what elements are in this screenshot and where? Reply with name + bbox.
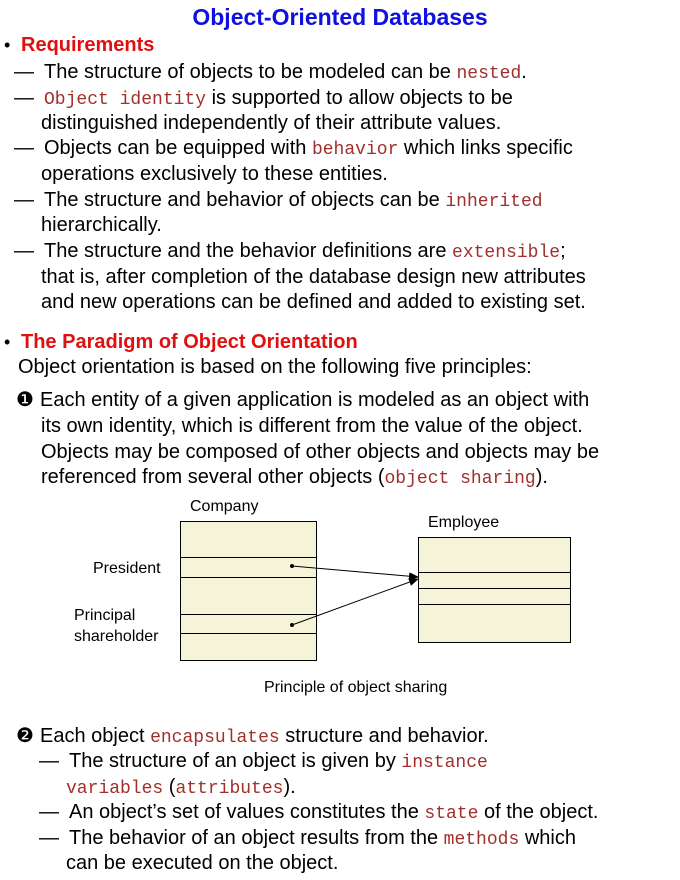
principle-2-continuation [66, 775, 296, 801]
term-inherited: inherited [445, 192, 543, 212]
term-nested: nested [456, 64, 522, 84]
text: ). [283, 776, 296, 798]
principle-2-item [39, 800, 598, 826]
company-label: Company [190, 498, 259, 515]
president-label: President [93, 560, 161, 577]
text: The structure of objects to be modeled can be [44, 61, 457, 83]
page-title: Object-Oriented Databases [192, 4, 488, 30]
principle-1-continuation: its own identity, which is different from the value of the object. [41, 415, 583, 437]
requirements-heading: Requirements [21, 34, 155, 56]
diagram-caption: Principle of object sharing [264, 679, 448, 696]
text: ( [163, 776, 176, 798]
term-behavior: behavior [311, 140, 399, 160]
text: Objects can be equipped with [44, 137, 312, 159]
term-methods: methods [443, 830, 520, 850]
text: . [521, 61, 527, 83]
text: which [519, 827, 576, 849]
text: Each object [40, 725, 151, 747]
dash: — [14, 87, 34, 109]
president-reference-arrow [292, 566, 418, 577]
principle-1-continuation: Objects may be composed of other objects and objects may be [41, 441, 600, 463]
shareholder-label: shareholder [74, 628, 159, 645]
term-attributes: attributes [175, 779, 284, 799]
requirement-continuation: operations exclusively to these entities. [41, 163, 388, 185]
text: The behavior of an object results from the [69, 827, 444, 849]
number-two-icon: ❷ [16, 725, 34, 747]
paradigm-intro: Object orientation is based on the following five principles: [18, 356, 532, 378]
text: is supported to allow objects to be [206, 87, 513, 109]
text: An object’s set of values constitutes the [69, 801, 425, 823]
text: of the object. [478, 801, 599, 823]
principle-2-continuation: can be executed on the object. [66, 852, 339, 874]
text: The structure of an object is given by [69, 750, 402, 772]
term-encapsulates: encapsulates [150, 728, 280, 748]
requirement-continuation: distinguished independently of their attribute values. [41, 112, 502, 134]
bullet: • [4, 35, 11, 55]
term-extensible: extensible [452, 243, 561, 263]
text: referenced from several other objects ( [41, 466, 385, 488]
dash: — [14, 137, 34, 159]
term-state: state [424, 804, 479, 824]
dash: — [14, 240, 34, 262]
dash: — [39, 750, 59, 772]
employee-label: Employee [428, 514, 500, 531]
paradigm-heading: The Paradigm of Object Orientation [21, 331, 358, 353]
term-instance: instance [401, 753, 488, 773]
requirement-continuation: hierarchically. [41, 214, 162, 236]
dash: — [14, 189, 34, 211]
dash: — [39, 827, 59, 849]
shareholder-reference-arrow [292, 579, 418, 625]
principle-2-item [39, 749, 488, 775]
text: The structure and behavior of objects can be [44, 189, 446, 211]
dash: — [39, 801, 59, 823]
bullet: • [4, 332, 11, 352]
term-variables: variables [66, 779, 164, 799]
term-object-identity: Object identity [44, 90, 207, 110]
principle-2 [16, 724, 489, 750]
dash: — [14, 61, 34, 83]
text: which links specific [398, 137, 573, 159]
principal-label: Principal [74, 607, 136, 624]
term-object-sharing: object sharing [384, 469, 536, 489]
text: ; [560, 240, 566, 262]
principle-2-item [39, 826, 576, 852]
number-one-icon: ❶ [16, 389, 34, 411]
text: ). [535, 466, 548, 488]
text: Each entity of a given application is modeled as an object with [40, 389, 590, 411]
requirement-continuation: that is, after completion of the database design new attributes [41, 266, 586, 288]
text: The structure and the behavior definitions are [44, 240, 453, 262]
text: structure and behavior. [279, 725, 489, 747]
requirement-continuation: and new operations can be defined and added to existing set. [41, 291, 586, 313]
